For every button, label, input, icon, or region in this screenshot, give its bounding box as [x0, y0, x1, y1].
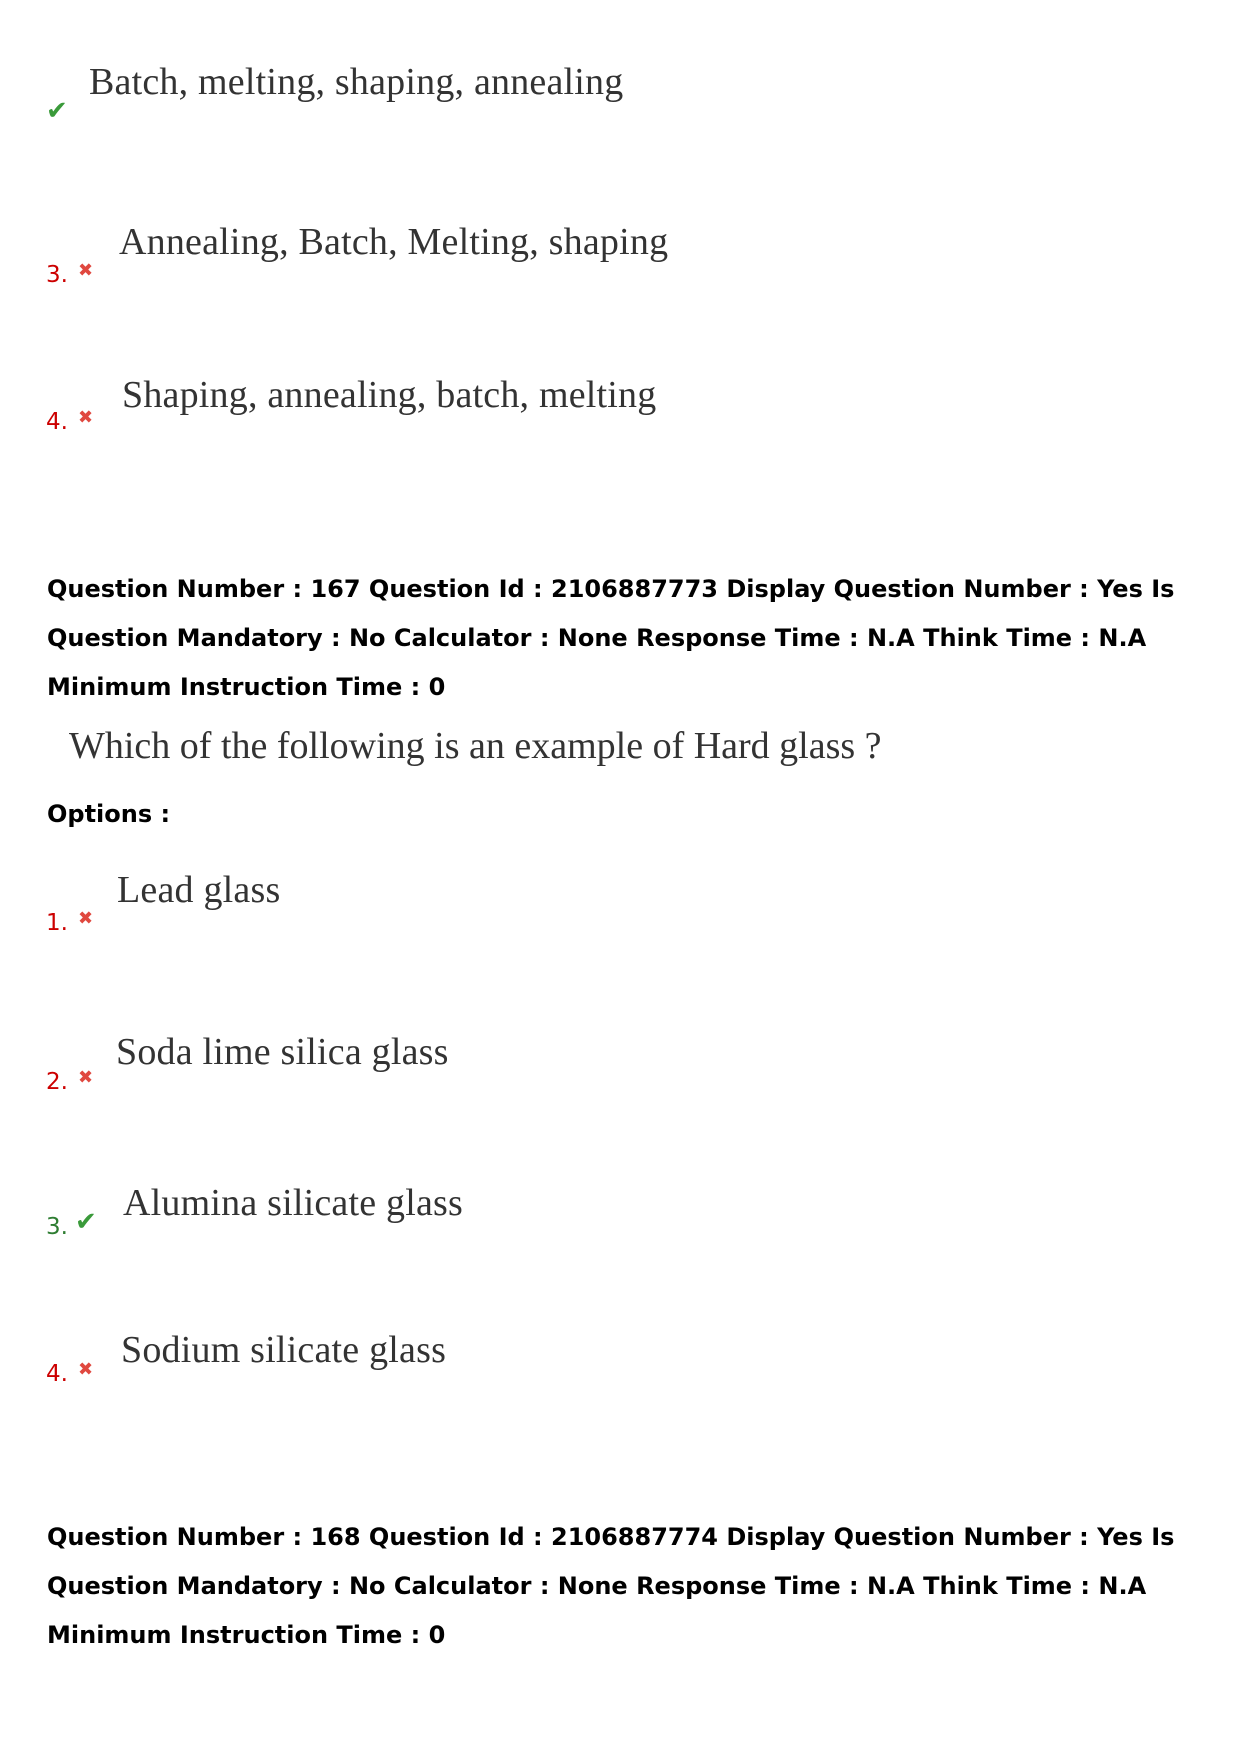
option-number: 4. — [46, 409, 68, 435]
option-text: Lead glass — [117, 869, 281, 911]
check-icon: ✔ — [46, 96, 68, 126]
cross-icon: ✖ — [78, 1359, 94, 1380]
option-text: Soda lime silica glass — [116, 1031, 449, 1073]
question-meta: Question Number : 167 Question Id : 2106887773 Display Question Number : Yes Is Question Mandatory : No Calculator : None Response Time : N.A Think Time : N.A Minimum Instruction Time : 0 — [47, 575, 1175, 701]
option-number: 1. — [46, 910, 68, 936]
option-number: 3. — [46, 262, 68, 288]
question-text: Which of the following is an example of Hard glass ? — [69, 725, 882, 767]
option-text: Shaping, annealing, batch, melting — [122, 374, 657, 416]
check-icon: ✔ — [75, 1207, 97, 1237]
option-number: 4. — [46, 1361, 68, 1387]
question-meta: Question Number : 168 Question Id : 2106887774 Display Question Number : Yes Is Question Mandatory : No Calculator : None Response Time : N.A Think Time : N.A Minimum Instruction Time : 0 — [47, 1523, 1175, 1649]
option-text: Annealing, Batch, Melting, shaping — [119, 221, 669, 263]
option-text: Sodium silicate glass — [121, 1329, 447, 1371]
option-number: 3. — [46, 1214, 68, 1240]
option-number: 2. — [46, 1069, 68, 1095]
cross-icon: ✖ — [78, 260, 94, 281]
cross-icon: ✖ — [78, 407, 94, 428]
cross-icon: ✖ — [78, 1067, 94, 1088]
options-label: Options : — [47, 800, 171, 828]
cross-icon: ✖ — [78, 908, 94, 929]
option-text: Alumina silicate glass — [123, 1182, 463, 1224]
option-text: Batch, melting, shaping, annealing — [89, 61, 624, 103]
